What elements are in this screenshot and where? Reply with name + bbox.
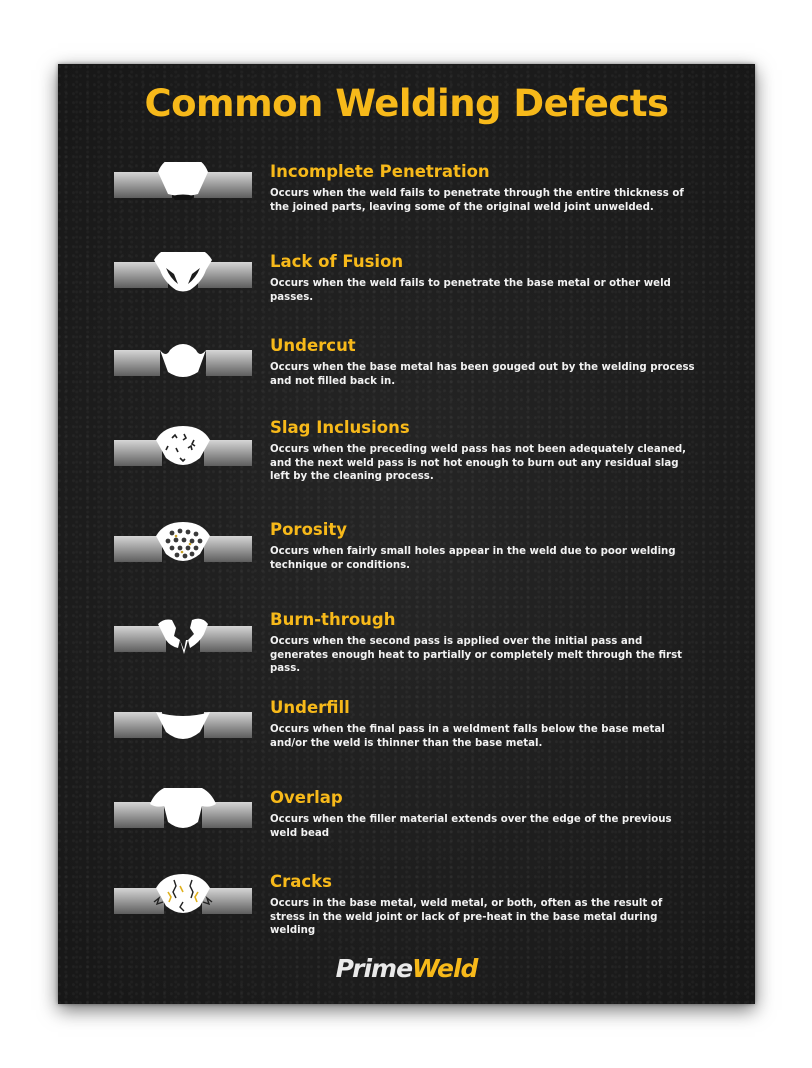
defect-name: Incomplete Penetration [270, 162, 490, 181]
overlap-icon [114, 788, 252, 848]
defect-slag-inclusions [58, 418, 755, 498]
defect-underfill [58, 698, 755, 778]
defect-description: Occurs when the weld fails to penetrate through the entire thickness of the joined parts, leaving some of the original weld joint unwelded. [270, 188, 684, 213]
defect-description: Occurs when the preceding weld pass has not been adequately cleaned, and the next weld pass is not hot enough to burn out any residual slag left by the cleaning process. [270, 444, 687, 482]
porosity-icon [114, 520, 252, 580]
underfill-icon [114, 698, 252, 758]
poster [58, 64, 755, 1004]
defect-description: Occurs when the second pass is applied over the initial pass and generates enough heat to partially or completely melt through the first pass. [270, 636, 683, 674]
defect-name: Porosity [270, 520, 348, 539]
incomplete-penetration-icon [114, 162, 252, 222]
defect-name: Overlap [270, 788, 343, 807]
defect-name: Undercut [270, 336, 356, 355]
defect-description: Occurs when the filler material extends over the edge of the previous weld bead [270, 814, 672, 839]
defect-incomplete-penetration [58, 162, 755, 242]
defect-burn-through [58, 610, 755, 690]
logo-weld: Weld [412, 954, 478, 983]
defect-description: Occurs when the weld fails to penetrate the base metal or other weld passes. [270, 278, 671, 303]
burn-through-icon [114, 610, 252, 670]
defect-overlap [58, 788, 755, 868]
defect-description: Occurs in the base metal, weld metal, or both, often as the result of stress in the weld joint or lack of pre-heat in the base metal during welding [270, 898, 663, 936]
defect-name: Burn-through [270, 610, 396, 629]
defect-description: Occurs when fairly small holes appear in the weld due to poor welding technique or conditions. [270, 546, 676, 571]
undercut-icon [114, 336, 252, 396]
defect-name: Lack of Fusion [270, 252, 404, 271]
primeweld-logo [58, 954, 755, 983]
defect-lack-of-fusion [58, 252, 755, 332]
page-title: Common Welding Defects [144, 82, 669, 125]
slag-inclusions-icon [114, 418, 252, 478]
defect-name: Underfill [270, 698, 350, 717]
defect-cracks [58, 872, 755, 952]
defect-name: Cracks [270, 872, 332, 891]
defect-description: Occurs when the final pass in a weldment falls below the base metal and/or the weld is thinner than the base metal. [270, 724, 665, 749]
defect-name: Slag Inclusions [270, 418, 410, 437]
cracks-icon [114, 872, 252, 932]
defect-description: Occurs when the base metal has been gouged out by the welding process and not filled back in. [270, 362, 695, 387]
defect-porosity [58, 520, 755, 600]
lack-of-fusion-icon [114, 252, 252, 312]
logo-prime: Prime [335, 954, 413, 983]
defect-undercut [58, 336, 755, 416]
